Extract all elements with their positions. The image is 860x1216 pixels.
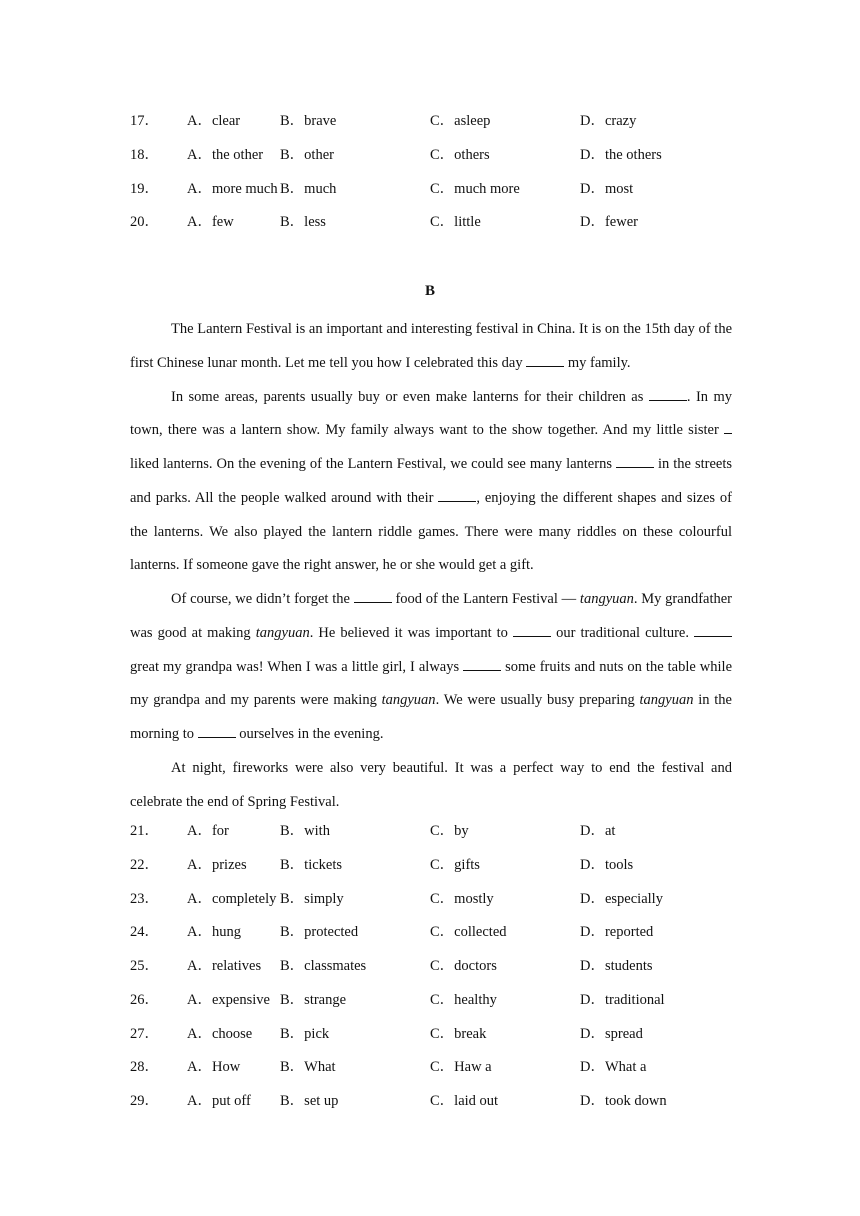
paragraph bbox=[130, 381, 732, 584]
question-number: 26． bbox=[130, 992, 159, 1008]
passage-text: our traditional culture. bbox=[556, 624, 689, 641]
option-a: A．put off bbox=[187, 1093, 251, 1109]
question-number: 23． bbox=[130, 891, 159, 907]
option-a: A．choose bbox=[187, 1026, 253, 1042]
option-c: C．gifts bbox=[430, 857, 480, 873]
blank-24 bbox=[616, 455, 654, 468]
blank-21 bbox=[526, 354, 564, 367]
paragraph bbox=[130, 752, 732, 820]
passage-text: . My grandfather was good at making bbox=[130, 591, 733, 641]
option-b: B．with bbox=[280, 823, 330, 839]
question-number: 17． bbox=[130, 113, 159, 129]
option-b: B．much bbox=[280, 181, 337, 197]
option-b: B．set up bbox=[280, 1093, 339, 1109]
question-number: 20． bbox=[130, 214, 159, 230]
option-d: D．reported bbox=[580, 924, 654, 940]
question-number: 19． bbox=[130, 181, 159, 197]
blank-26 bbox=[354, 590, 392, 603]
option-d: D．tools bbox=[580, 857, 634, 873]
option-b: B．protected bbox=[280, 924, 359, 940]
option-d: D．traditional bbox=[580, 992, 665, 1008]
passage-text: The Lantern Festival is an important and interesting festival in China. It is on the 15th day of the first Chinese lunar month. Let me tell you how I celebrated this day bbox=[130, 321, 732, 371]
option-c: C．by bbox=[430, 823, 469, 839]
option-d: D．took down bbox=[580, 1093, 667, 1109]
option-c: C．laid out bbox=[430, 1093, 499, 1109]
passage-text: , enjoying the different shapes and sizes of the lanterns. We also played the lantern riddle games. There were many riddles on these colourful lanterns. If someone gave the right answer, he or she would get a gift. bbox=[130, 489, 733, 574]
option-d: D．students bbox=[580, 958, 653, 974]
passage-text: At night, fireworks were also very beautiful. It was a perfect way to end the festival and celebrate the end of Spring Festival. bbox=[130, 759, 732, 810]
paragraph bbox=[130, 313, 732, 381]
blank-29 bbox=[463, 658, 501, 671]
option-c: C．collected bbox=[430, 924, 507, 940]
option-b: B．tickets bbox=[280, 857, 343, 873]
option-c: C．break bbox=[430, 1026, 487, 1042]
option-a: A．completely bbox=[187, 891, 277, 907]
option-b: B．simply bbox=[280, 891, 344, 907]
option-b: B．other bbox=[280, 147, 334, 163]
option-a: A．How bbox=[187, 1059, 241, 1075]
question-number: 25． bbox=[130, 958, 159, 974]
option-b: B．classmates bbox=[280, 958, 367, 974]
blank-30 bbox=[198, 725, 236, 738]
passage-italic: tangyuan bbox=[639, 692, 694, 709]
option-a: A．hung bbox=[187, 924, 241, 940]
option-b: B．brave bbox=[280, 113, 337, 129]
passage-text: in the morning to bbox=[130, 692, 732, 742]
question-number: 24． bbox=[130, 924, 159, 940]
option-d: D．at bbox=[580, 823, 616, 839]
question-number: 29． bbox=[130, 1093, 159, 1109]
question-number: 18． bbox=[130, 147, 159, 163]
option-a: A．relatives bbox=[187, 958, 262, 974]
passage-text: ourselves in the evening. bbox=[239, 726, 384, 742]
option-a: A．clear bbox=[187, 113, 241, 129]
passage-text: In some areas, parents usually buy or even make lanterns for their children as bbox=[171, 388, 644, 405]
option-d: D．the others bbox=[580, 147, 662, 163]
question-number: 21． bbox=[130, 823, 159, 839]
option-d: D．What a bbox=[580, 1059, 647, 1075]
question-number: 28． bbox=[130, 1059, 159, 1075]
option-c: C．asleep bbox=[430, 113, 491, 129]
option-a: A．expensive bbox=[187, 992, 270, 1008]
question-number: 22． bbox=[130, 857, 159, 873]
passage-text: liked lanterns. On the evening of the Lantern Festival, we could see many lanterns bbox=[130, 456, 612, 472]
passage-text: . In my town, there was a lantern show. My family always want to the show together. And my little sister bbox=[130, 388, 733, 439]
blank-27 bbox=[513, 624, 551, 637]
option-a: A．for bbox=[187, 823, 229, 839]
option-c: C．little bbox=[430, 214, 481, 230]
blank-23 bbox=[724, 421, 732, 434]
option-c: C．others bbox=[430, 147, 490, 163]
option-c: C．mostly bbox=[430, 891, 494, 907]
passage-text: . He believed it was important to bbox=[309, 624, 508, 641]
option-d: D．especially bbox=[580, 891, 663, 907]
option-b: B．less bbox=[280, 214, 326, 230]
option-c: C．much more bbox=[430, 181, 520, 197]
passage-text: some fruits and nuts on the table while my grandpa and my parents were making bbox=[130, 658, 733, 709]
blank-28 bbox=[694, 624, 732, 637]
option-d: D．fewer bbox=[580, 214, 638, 230]
reading-passage bbox=[130, 313, 732, 819]
blank-22 bbox=[649, 388, 687, 401]
paragraph bbox=[130, 583, 732, 752]
option-c: C．healthy bbox=[430, 992, 497, 1008]
option-a: A．more much bbox=[187, 181, 278, 197]
option-a: A．prizes bbox=[187, 857, 247, 873]
option-c: C．doctors bbox=[430, 958, 497, 974]
passage-text: food of the Lantern Festival — bbox=[395, 591, 577, 607]
question-number: 27． bbox=[130, 1026, 159, 1042]
passage-italic: tangyuan bbox=[579, 591, 634, 607]
passage-text: my family. bbox=[567, 354, 631, 371]
option-b: B．What bbox=[280, 1059, 336, 1075]
passage-text: . We were usually busy preparing bbox=[435, 692, 635, 709]
passage-text: great my grandpa was! When I was a little girl, I always bbox=[130, 658, 460, 675]
option-a: A．the other bbox=[187, 147, 264, 163]
blank-25 bbox=[438, 489, 476, 502]
section-title: B bbox=[424, 283, 435, 299]
option-c: C．Haw a bbox=[430, 1059, 492, 1075]
passage-italic: tangyuan bbox=[255, 624, 310, 641]
option-a: A．few bbox=[187, 214, 234, 230]
option-d: D．spread bbox=[580, 1026, 643, 1042]
option-b: B．pick bbox=[280, 1026, 330, 1042]
option-d: D．crazy bbox=[580, 113, 637, 129]
option-d: D．most bbox=[580, 181, 634, 197]
passage-text: in the streets and parks. All the people walked around with their bbox=[130, 456, 732, 506]
option-b: B．strange bbox=[280, 992, 347, 1008]
passage-text: Of course, we didn’t forget the bbox=[171, 591, 350, 607]
passage-italic: tangyuan bbox=[381, 692, 436, 709]
